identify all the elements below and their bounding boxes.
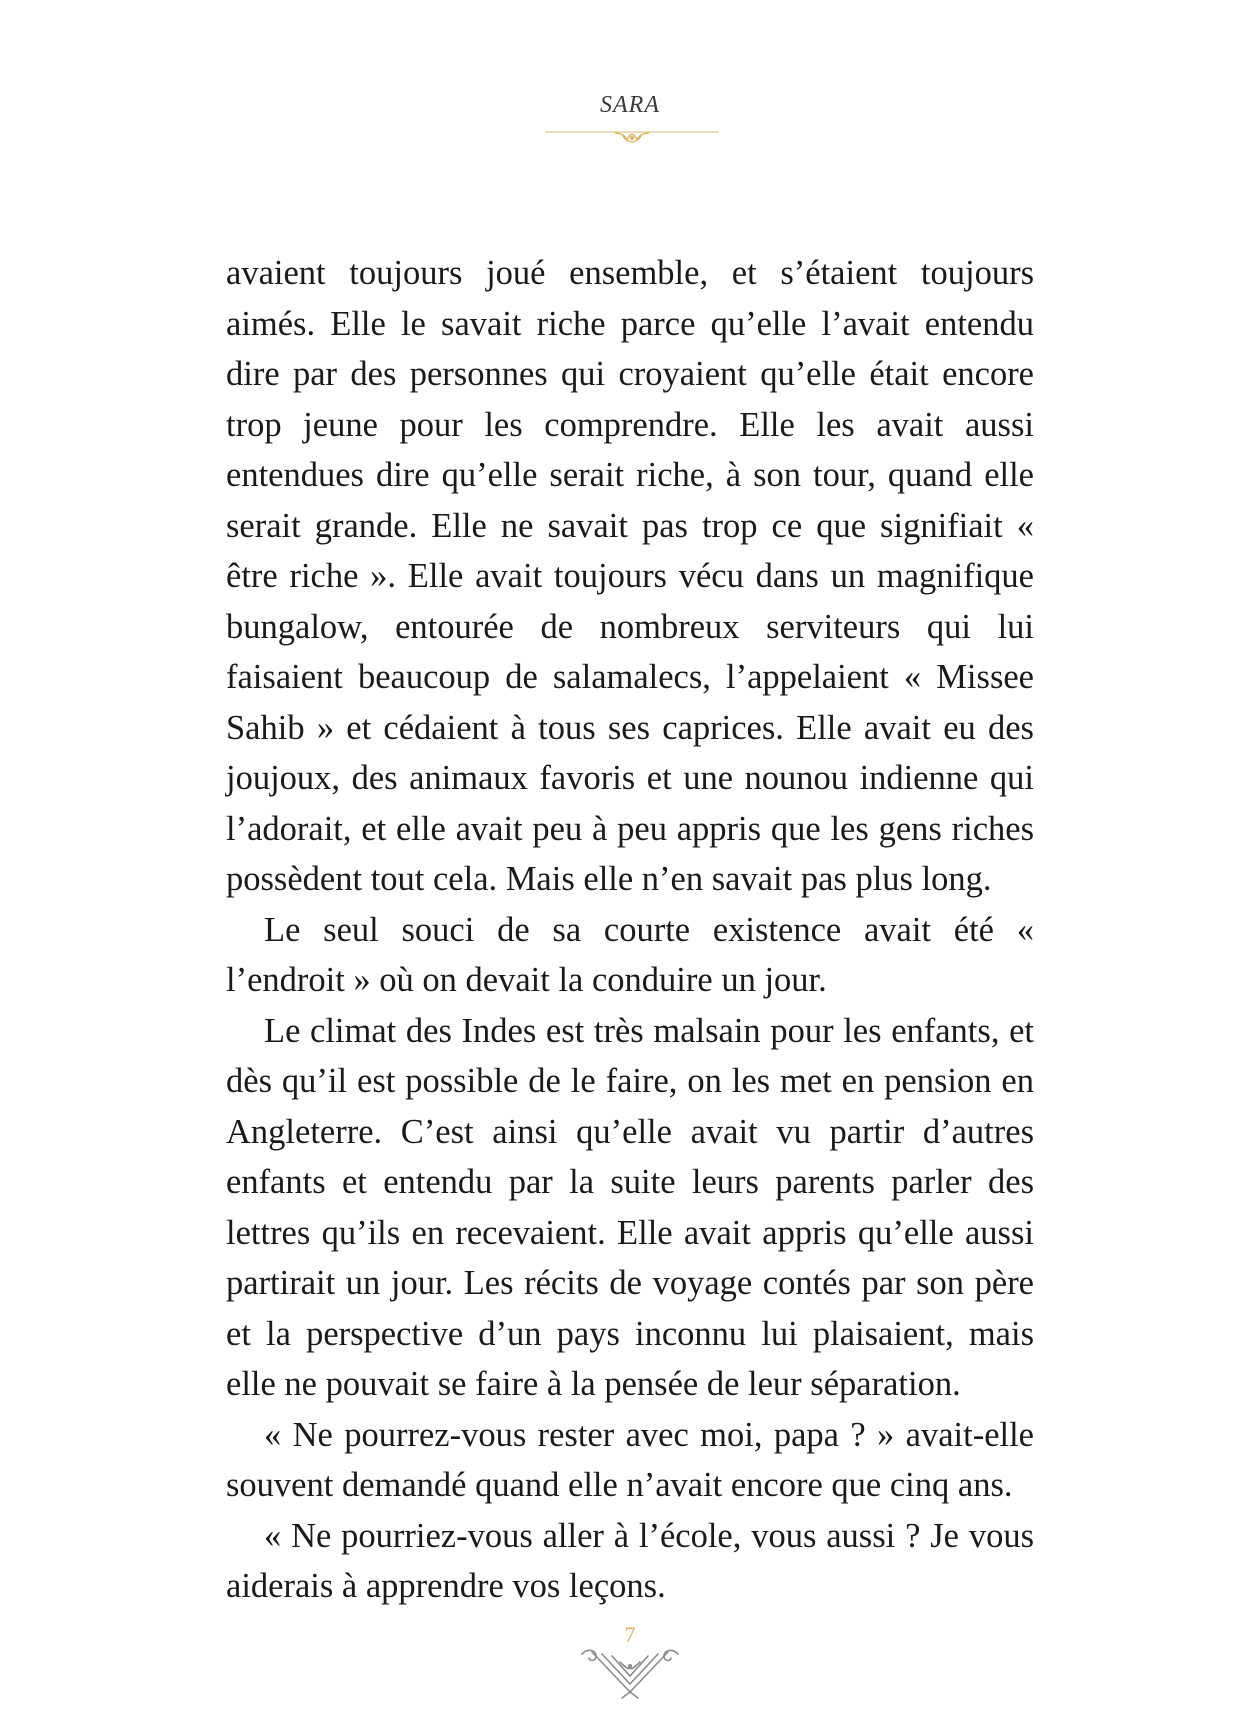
paragraph: « Ne pourriez-vous aller à l’école, vous aussi ? Je vous aiderais à apprendre vos leçons. bbox=[226, 1516, 1034, 1605]
paragraph: Le climat des Indes est très malsain pour les enfants, et dès qu’il est possible de le faire, on les met en pension en Angleterre. C’est ainsi qu’elle avait vu partir d’autres enfants et entendu par la suite leurs parents parler des lettres qu’ils en recevaient. Elle avait appris qu’elle aussi partirait un jour. Les récits de voyage contés par son père et la perspective d’un pays inconnu lui plaisaient, mais elle ne pouvait se faire à la pensée de leur séparation. bbox=[226, 1011, 1034, 1403]
header-flourish-icon bbox=[545, 124, 719, 146]
footer-flourish-icon bbox=[578, 1640, 682, 1700]
paragraph: Le seul souci de sa courte existence avait été « l’endroit » où on devait la conduire un jour. bbox=[226, 910, 1034, 999]
body-text bbox=[226, 248, 1034, 1612]
page-number: 7 bbox=[624, 1622, 636, 1647]
paragraph: « Ne pourrez-vous rester avec moi, papa ? » avait-elle souvent demandé quand elle n’avait encore que cinq ans. bbox=[226, 1415, 1034, 1504]
paragraph: avaient toujours joué ensemble, et s’étaient toujours aimés. Elle le savait riche parce qu’elle l’avait entendu dire par des personnes qui croyaient qu’elle était encore trop jeune pour les comprendre. Elle les avait aussi entendues dire qu’elle serait riche, à son tour, quand elle serait grande. Elle ne savait pas trop ce que signifiait « être riche ». Elle avait toujours vécu dans un magnifique bungalow, entourée de nombreux serviteurs qui lui faisaient beaucoup de salamalecs, l’appelaient « Missee Sahib » et cédaient à tous ses caprices. Elle avait eu des joujoux, des animaux favoris et une nounou indienne qui l’adorait, et elle avait peu à peu appris que les gens riches possèdent tout cela. Mais elle n’en savait pas plus long. bbox=[226, 254, 1034, 898]
running-title: SARA bbox=[600, 92, 660, 118]
